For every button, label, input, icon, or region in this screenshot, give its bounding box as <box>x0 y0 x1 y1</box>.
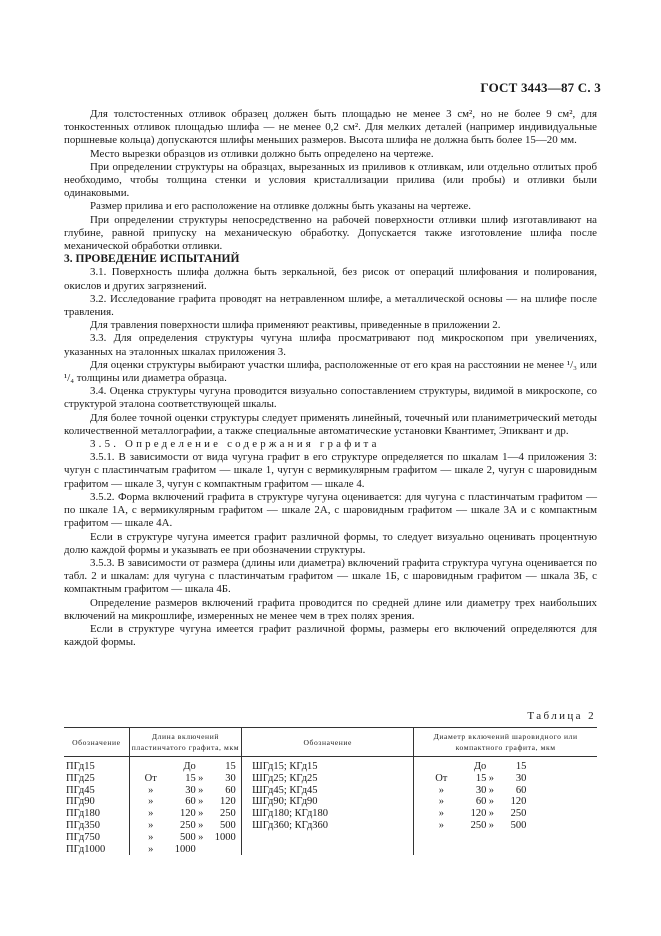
range-pre: » <box>148 843 154 855</box>
range-sep <box>196 761 206 773</box>
range-sep: » <box>198 796 204 808</box>
range-row <box>428 796 597 808</box>
range-sep: » <box>198 772 204 784</box>
range-to: 30 <box>225 772 236 784</box>
range-to: 60 <box>225 784 236 796</box>
range-from: 15 <box>475 772 487 784</box>
range-row <box>138 785 241 797</box>
range-from: 250 <box>179 819 196 831</box>
designation-value: ШГд25; КГд25 <box>252 772 318 784</box>
paragraph: 3.1. Поверхность шлифа должна быть зеркальной, без рисок от операций шлифования и полирования, окислов и других загрязнений. <box>64 266 597 292</box>
range-from: 60 <box>185 796 196 808</box>
range-sep: » <box>488 784 494 796</box>
paragraph: Для оценки структуры выбирают участки шлифа, расположенные от его края на расстоянии не менее ¹/₃ или ¹/₄ толщины или диаметра образца. <box>64 358 597 385</box>
range-from: До <box>183 761 196 772</box>
designation-value: ШГд15; КГд15 <box>252 761 318 772</box>
range-to: 1000 <box>214 831 236 843</box>
range-from: 500 <box>179 831 196 843</box>
paragraph: 3.5.2. Форма включений графита в структуре чугуна оценивается: для чугуна с пластинчатым графитом — по шкале 1А, с вермикулярным графитом — шкале 2А, с шаровидным графитом — шкале 3А и с компактным графитом — шкале 4А. <box>64 490 597 530</box>
range-sep: » <box>488 772 494 784</box>
range-sep: » <box>198 784 204 796</box>
range-row <box>428 820 597 832</box>
range-to: 15 <box>515 761 527 772</box>
paragraph: Если в структуре чугуна имеется графит различной формы, то следует визуально оценивать процентную долю каждой формы и указывать ее при обозначении структуры. <box>64 530 597 556</box>
designation-value: ПГд350 <box>66 819 100 831</box>
right-designations-cell <box>242 757 414 856</box>
range-to: 30 <box>515 772 527 784</box>
right-values-cell <box>414 757 597 856</box>
range-to: 500 <box>510 819 527 831</box>
range-row <box>138 796 241 808</box>
range-pre: » <box>438 808 444 820</box>
range-row <box>138 844 241 856</box>
paragraph: 3.4. Оценка структуры чугуна проводится визуально сопоставлением структуры, видимой в микроскопе, со структурой эталона соответствующей шкалы. <box>64 385 597 411</box>
designation-value: ШГд360; КГд360 <box>252 819 329 831</box>
paragraph: Размер прилива и его расположение на отливке должны быть указаны на чертеже. <box>90 200 471 213</box>
designation-value: ПГд90 <box>66 796 95 808</box>
range-sep: » <box>198 819 204 831</box>
range-pre <box>428 761 454 773</box>
range-to: 250 <box>219 808 236 820</box>
paragraph: 3.5.3. В зависимости от размера (длины или диаметра) включений графита структура чугуна оценивается по табл. 2 и шкалам: для чугуна с пластинчатым графитом — шкале 1Б, с шаровидным графитом — шкала 3Б, с компактным графитом — шкала 4Б. <box>64 556 597 596</box>
range-pre: » <box>148 819 154 831</box>
table-header: Диаметр включений шаровидного или компактного графита, мкм <box>414 728 597 757</box>
range-to: 120 <box>219 796 236 808</box>
left-values-cell <box>129 757 241 856</box>
paragraph: При определении структуры на образцах, вырезанных из приливов к отливкам, или отдельно отлитых проб необходимо, чтобы толщина стенки и условия кристаллизации прилива (или пробы) и отливки были одинаковыми. <box>64 160 597 200</box>
paragraph: 3.5.1. В зависимости от вида чугуна графит в его структуре определяется по шкалам 1—4 приложения 3: чугун с пластинчатым графитом — шкале 1, чугун с вермикулярным графитом — шкале 2, чугун с шаровидным графитом — шкале 3, чугун с компактным графитом — шкале 4. <box>64 451 597 490</box>
table-header: Длина включений пластинчатого графита, мкм <box>129 728 241 757</box>
range-pre: » <box>148 796 154 808</box>
range-from: 15 <box>185 772 196 784</box>
range-row <box>138 820 241 832</box>
paragraph: Для более точной оценки структуры следует применять линейный, точечный или планиметрический методы количественной металлографии, а также специальные автоматические установки Квантимет, Эпиквант и др. <box>64 411 597 437</box>
range-to: 60 <box>515 784 527 796</box>
range-from: 250 <box>470 819 487 831</box>
range-sep: » <box>198 831 204 843</box>
subsection-heading: 3.5. Определение содержания графита <box>90 438 380 451</box>
section-title: 3. ПРОВЕДЕНИЕ ИСПЫТАНИЙ <box>64 253 240 266</box>
range-from: 30 <box>475 784 487 796</box>
range-pre: » <box>148 808 154 820</box>
range-pre: От <box>435 772 448 784</box>
paragraph: При определении структуры непосредственно на рабочей поверхности отливки шлиф изготавливают на глубине, равной припуску на механическую обработку. Допускается также изготовление шлифа после механической обработки отливки. <box>64 213 597 253</box>
range-row <box>138 761 241 773</box>
table-header: Обозначение <box>242 728 414 757</box>
range-to <box>206 844 236 856</box>
range-row <box>138 808 241 820</box>
range-row <box>138 832 241 844</box>
range-sep <box>196 844 206 856</box>
table-caption: Таблица 2 <box>527 710 596 722</box>
graphite-size-table <box>64 727 597 855</box>
range-row <box>428 773 597 785</box>
range-from: 60 <box>475 796 487 808</box>
range-sep: » <box>198 808 204 820</box>
range-pre: » <box>148 831 154 843</box>
range-from: 30 <box>185 784 196 796</box>
designation-value: ПГд1000 <box>66 843 106 855</box>
left-designations-cell <box>64 757 129 856</box>
designation-value: ПГд45 <box>66 784 95 796</box>
range-pre: От <box>144 772 157 784</box>
range-sep <box>486 761 496 773</box>
table-header: Обозначение <box>64 728 129 757</box>
designation-value: ШГд180; КГд180 <box>252 808 329 820</box>
paragraph: Место вырезки образцов из отливки должно быть определено на чертеже. <box>90 147 434 160</box>
range-to: 250 <box>510 808 527 820</box>
range-from: 1000 <box>174 843 196 855</box>
body-text <box>64 108 597 649</box>
range-pre: » <box>438 819 444 831</box>
range-pre: » <box>148 784 154 796</box>
range-from: До <box>473 761 487 772</box>
range-row <box>138 773 241 785</box>
paragraph: Для толстостенных отливок образец должен быть площадью не менее 3 см², но не более 9 см², для тонкостенных отливок площадью шлифа — не менее 0,2 см². Для мелких деталей (например индивидуальные поршневые кольца) допускаются шлифы меньших размеров. Высота шлифа не должна быть более 15—20 мм. <box>64 108 597 147</box>
range-row <box>428 785 597 797</box>
designation-value: ШГд90; КГд90 <box>252 796 318 808</box>
range-to: 120 <box>510 796 527 808</box>
range-from: 120 <box>470 808 487 820</box>
paragraph: Для травления поверхности шлифа применяют реактивы, приведенные в приложении 2. <box>90 319 501 332</box>
designation-value: ШГд45; КГд45 <box>252 784 318 796</box>
range-to: 500 <box>219 819 236 831</box>
designation-value: ПГд750 <box>66 831 100 843</box>
range-to: 15 <box>225 761 236 772</box>
paragraph: 3.3. Для определения структуры чугуна шлифа просматривают под микроскопом при увеличениях, указанных на эталонных шкалах приложения 3. <box>64 332 597 358</box>
range-pre: » <box>438 784 444 796</box>
range-from: 120 <box>179 808 196 820</box>
paragraph: Если в структуре чугуна имеется графит различной формы, размеры его включений определяются для каждой формы. <box>64 622 597 649</box>
paragraph: 3.2. Исследование графита проводят на нетравленном шлифе, а металлической основы — на шлифе после травления. <box>64 292 597 319</box>
range-sep: » <box>488 808 494 820</box>
range-pre <box>138 761 164 773</box>
range-sep: » <box>488 819 494 831</box>
designation-value: ПГд15 <box>66 761 95 772</box>
page-header: ГОСТ 3443—87 С. 3 <box>480 80 601 95</box>
range-sep: » <box>488 796 494 808</box>
range-row <box>428 761 597 773</box>
paragraph: Определение размеров включений графита проводится по средней длине или диаметру трех наибольших включений на микрошлифе, измеренных не менее чем в трех полях зрения. <box>64 596 597 622</box>
designation-value: ПГд180 <box>66 808 100 820</box>
designation-value: ПГд25 <box>66 772 95 784</box>
range-pre: » <box>438 796 444 808</box>
range-row <box>428 808 597 820</box>
